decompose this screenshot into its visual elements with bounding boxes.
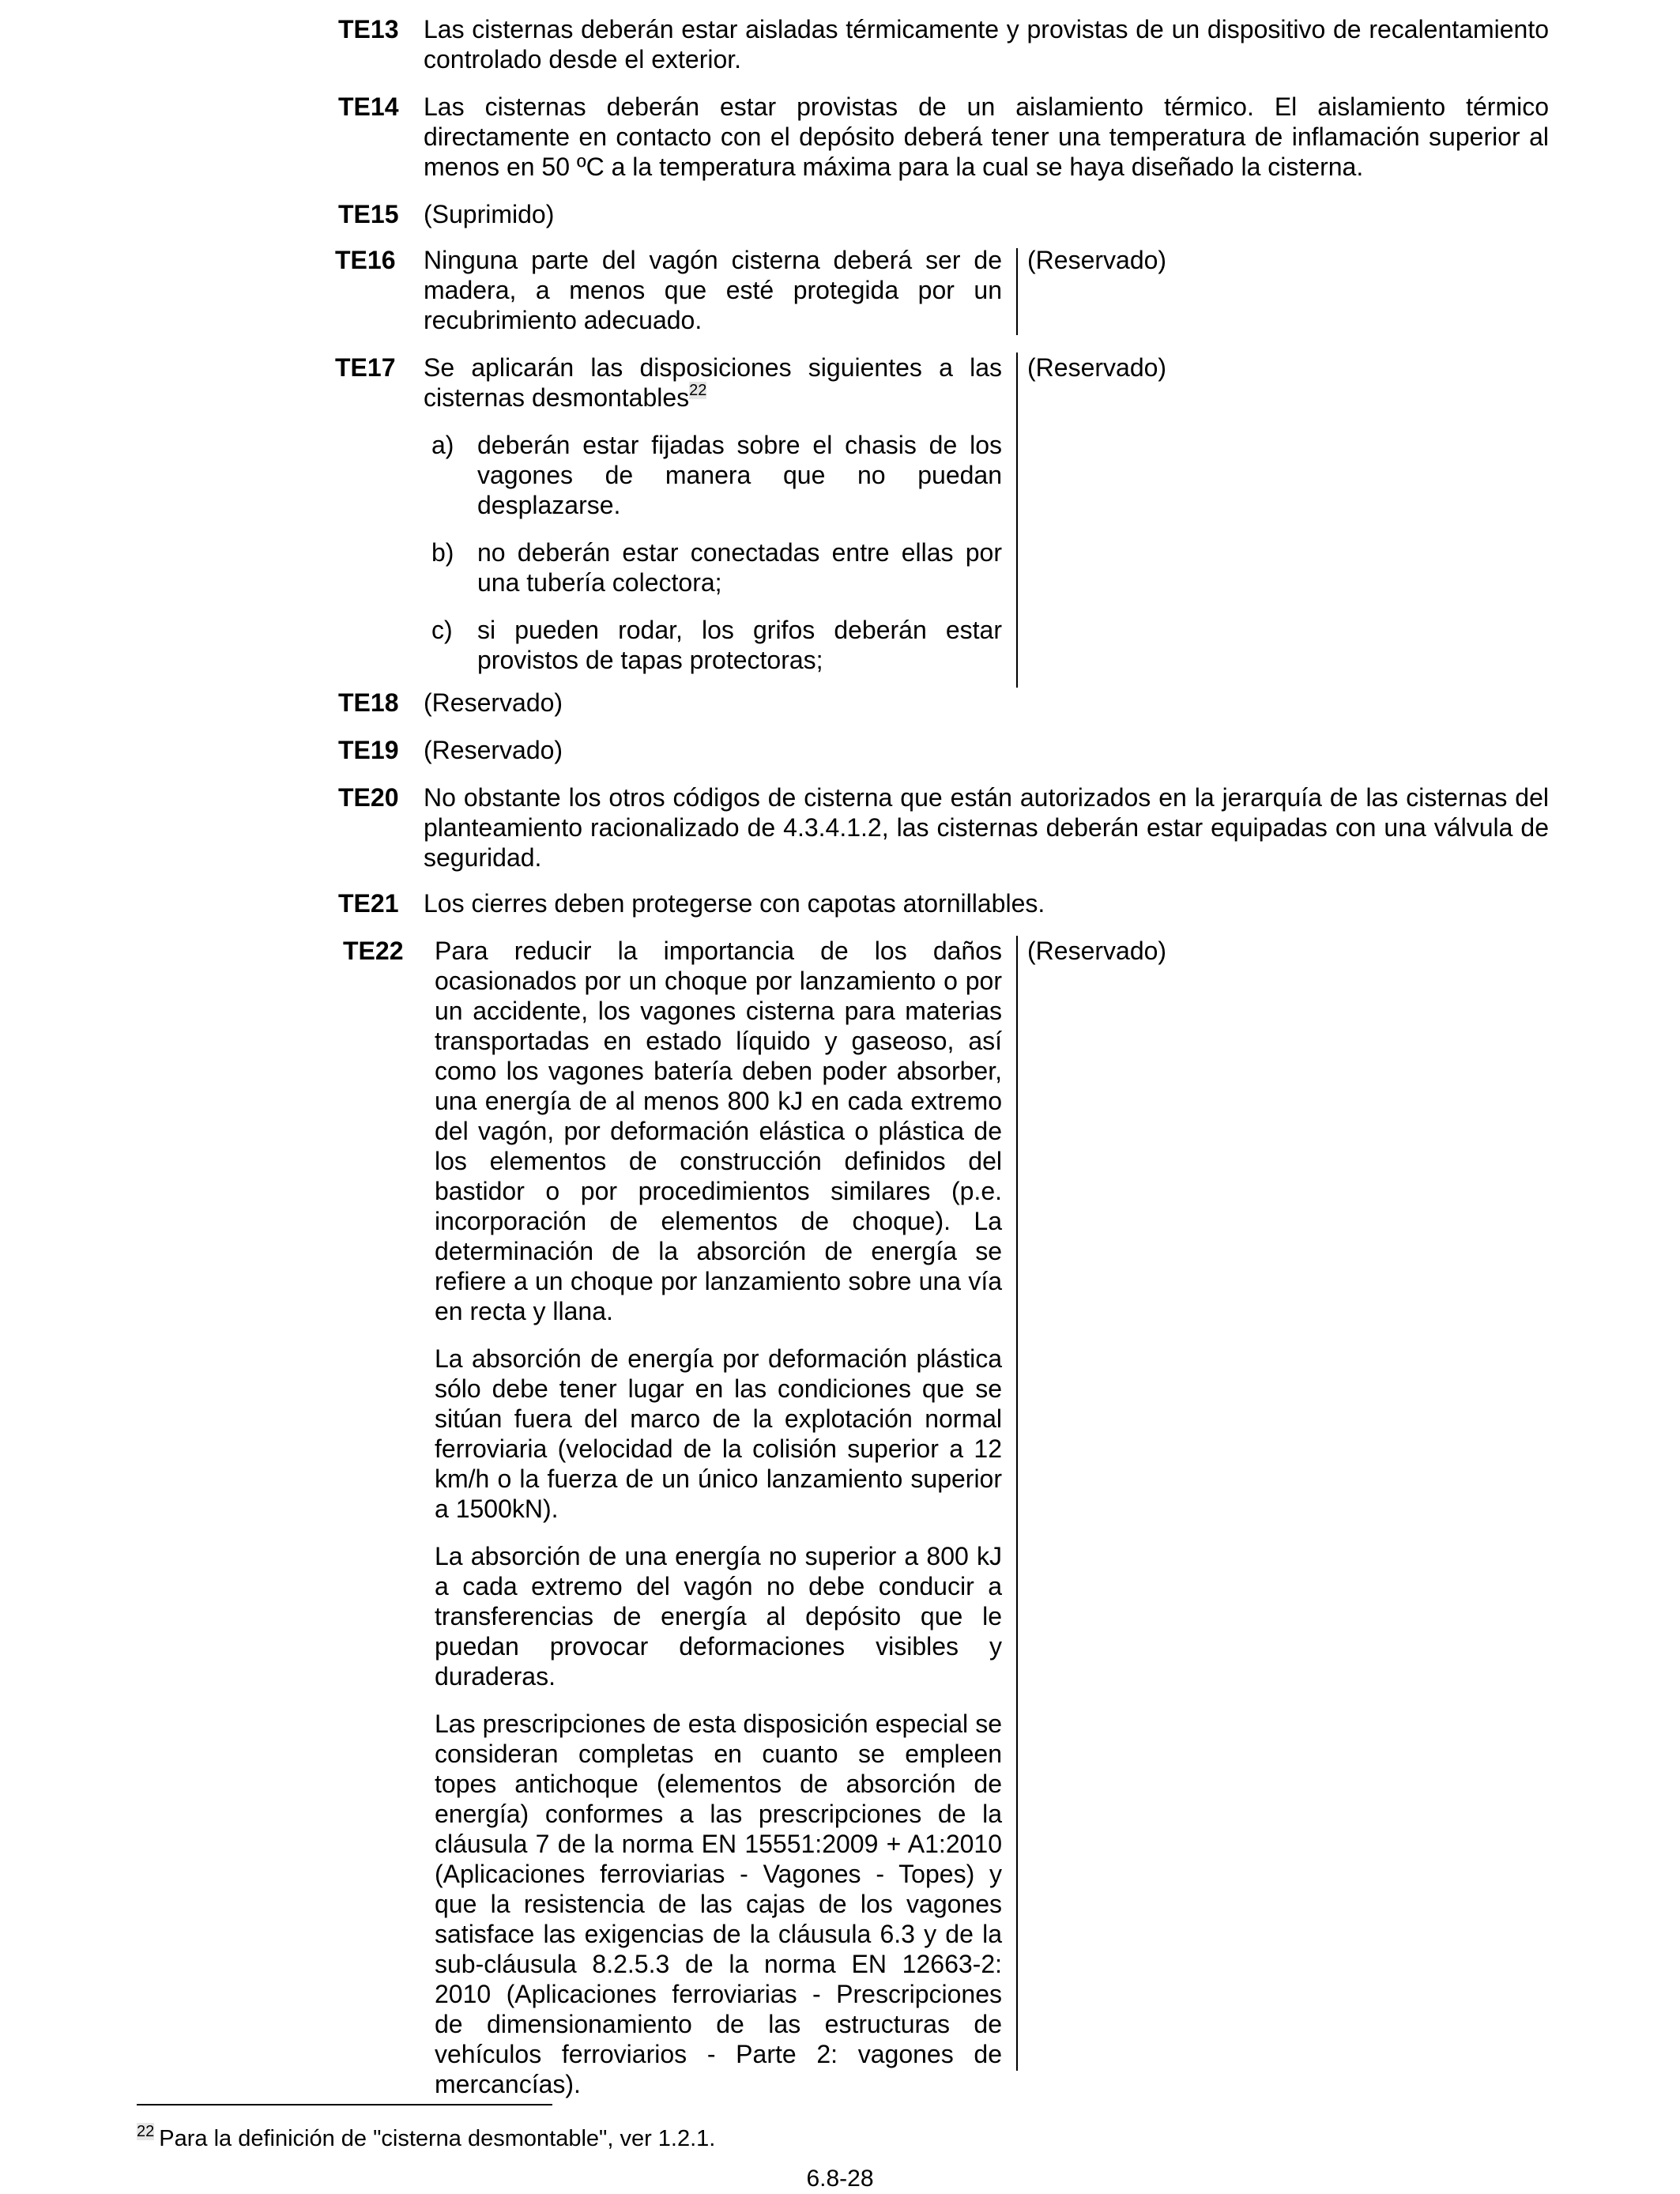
list-item-label: c) <box>431 616 453 644</box>
entry-right-text: (Reservado) <box>1027 353 1167 382</box>
footnote-number: 22 <box>137 2123 155 2140</box>
entry-left-intro: Se aplicarán las disposiciones siguientes a las cisternas desmontables$^{22}$ <box>424 353 1002 412</box>
entry-right-text: (Reservado) <box>1027 246 1167 274</box>
column-divider <box>1016 248 1018 335</box>
entry-paragraph: La absorción de energía por deformación plástica sólo debe tener lugar en las condiciones que se sitúan fuera del marco de la explotación normal ferroviaria (velocidad de la colisión superior a 12 km/h o la fuerza de un único lanzamiento superior a 1500kN). <box>435 1344 1002 1523</box>
list-item-text: si pueden rodar, los grifos deberán estar provistos de tapas protectoras; <box>477 616 1002 674</box>
entry-code: TE16 <box>335 246 396 274</box>
entry-text: Los cierres deben protegerse con capotas atornillables. <box>424 889 1045 918</box>
entry-paragraph: Las prescripciones de esta disposición especial se consideran completas en cuanto se empleen topes antichoque (elementos de absorción de energía) conformes a las prescripciones de la cláusula 7 de la norma EN 15551:2009 + A1:2010 (Aplicaciones ferroviarias - Vagones - Topes) y que la resistencia de las cajas de los vagones satisface las exigencias de la cláusula 6.3 y de la sub-cláusula 8.2.5.3 de la norma EN 12663-2: 2010 (Aplicaciones ferroviarias - Prescripciones de dimensionamiento de las estructuras de vehículos ferroviarios - Parte 2: vagones de mercancías). <box>435 1710 1002 2098</box>
entry-code: TE14 <box>338 92 399 121</box>
entry-text: Las cisternas deberán estar provistas de un aislamiento térmico. El aislamiento térmico directamente en contacto con el depósito deberá tener una temperatura de inflamación superior al menos en 50 ºC a la temperatura máxima para la cual se haya diseñado la cisterna. <box>424 92 1549 181</box>
entry-left-text: Ninguna parte del vagón cisterna deberá ser de madera, a menos que esté protegida por un recubrimiento adecuado. <box>424 246 1002 334</box>
column-divider <box>1016 936 1018 2071</box>
entry-code: TE21 <box>338 889 399 918</box>
entry-text: (Reservado) <box>424 688 563 717</box>
page-number: 6.8-28 <box>806 2166 874 2192</box>
list-item-text: no deberán estar conectadas entre ellas por una tubería colectora; <box>477 538 1002 597</box>
list-item <box>424 537 1002 598</box>
list-item-label: a) <box>431 431 454 459</box>
entry-right-text: (Reservado) <box>1027 937 1167 965</box>
entry-code: TE19 <box>338 736 399 764</box>
entry-text: (Reservado) <box>424 736 563 764</box>
entry-code: TE22 <box>343 937 404 965</box>
entry-text: (Suprimido) <box>424 200 555 228</box>
entry-code: TE18 <box>338 688 399 717</box>
footnote <box>137 2118 715 2152</box>
footnote-reference[interactable]: 22 <box>689 382 707 399</box>
list-item-text: deberán estar fijadas sobre el chasis de los vagones de manera que no puedan desplazarse. <box>477 431 1002 519</box>
entry-code: TE20 <box>338 783 399 812</box>
entry-paragraph: La absorción de una energía no superior a 800 kJ a cada extremo del vagón no debe conducir a transferencias de energía al depósito que le puedan provocar deformaciones visibles y duraderas. <box>435 1542 1002 1691</box>
entry-text: No obstante los otros códigos de cisterna que están autorizados en la jerarquía de las cisternas del planteamiento racionalizado de 4.3.4.1.2, las cisternas deberán estar equipadas con una válvula de seguridad. <box>424 783 1549 872</box>
footnote-separator <box>137 2104 552 2105</box>
entry-code: TE15 <box>338 200 399 228</box>
entry-text: Las cisternas deberán estar aisladas térmicamente y provistas de un dispositivo de recalentamiento controlado desde el exterior. <box>424 15 1549 74</box>
column-divider <box>1016 352 1018 688</box>
entry-code: TE13 <box>338 15 399 43</box>
list-item-label: b) <box>431 538 454 567</box>
entry-paragraph: Para reducir la importancia de los daños ocasionados por un choque por lanzamiento o por un accidente, los vagones cisterna para materias transportadas en estado líquido y gaseoso, así como los vagones batería deben poder absorber, una energía de al menos 800 kJ en cada extremo del vagón, por deformación elástica o plástica de los elementos de construcción definidos del bastidor o por procedimientos similares (p.e. incorporación de elementos de choque). La determinación de la absorción de energía se refiere a un choque por lanzamiento sobre una vía en recta y llana. <box>435 937 1002 1325</box>
list-item <box>424 430 1002 520</box>
entry-code: TE17 <box>335 353 396 382</box>
footnote-text: Para la definición de "cisterna desmontable", ver 1.2.1. <box>159 2126 716 2151</box>
list-item <box>424 615 1002 675</box>
